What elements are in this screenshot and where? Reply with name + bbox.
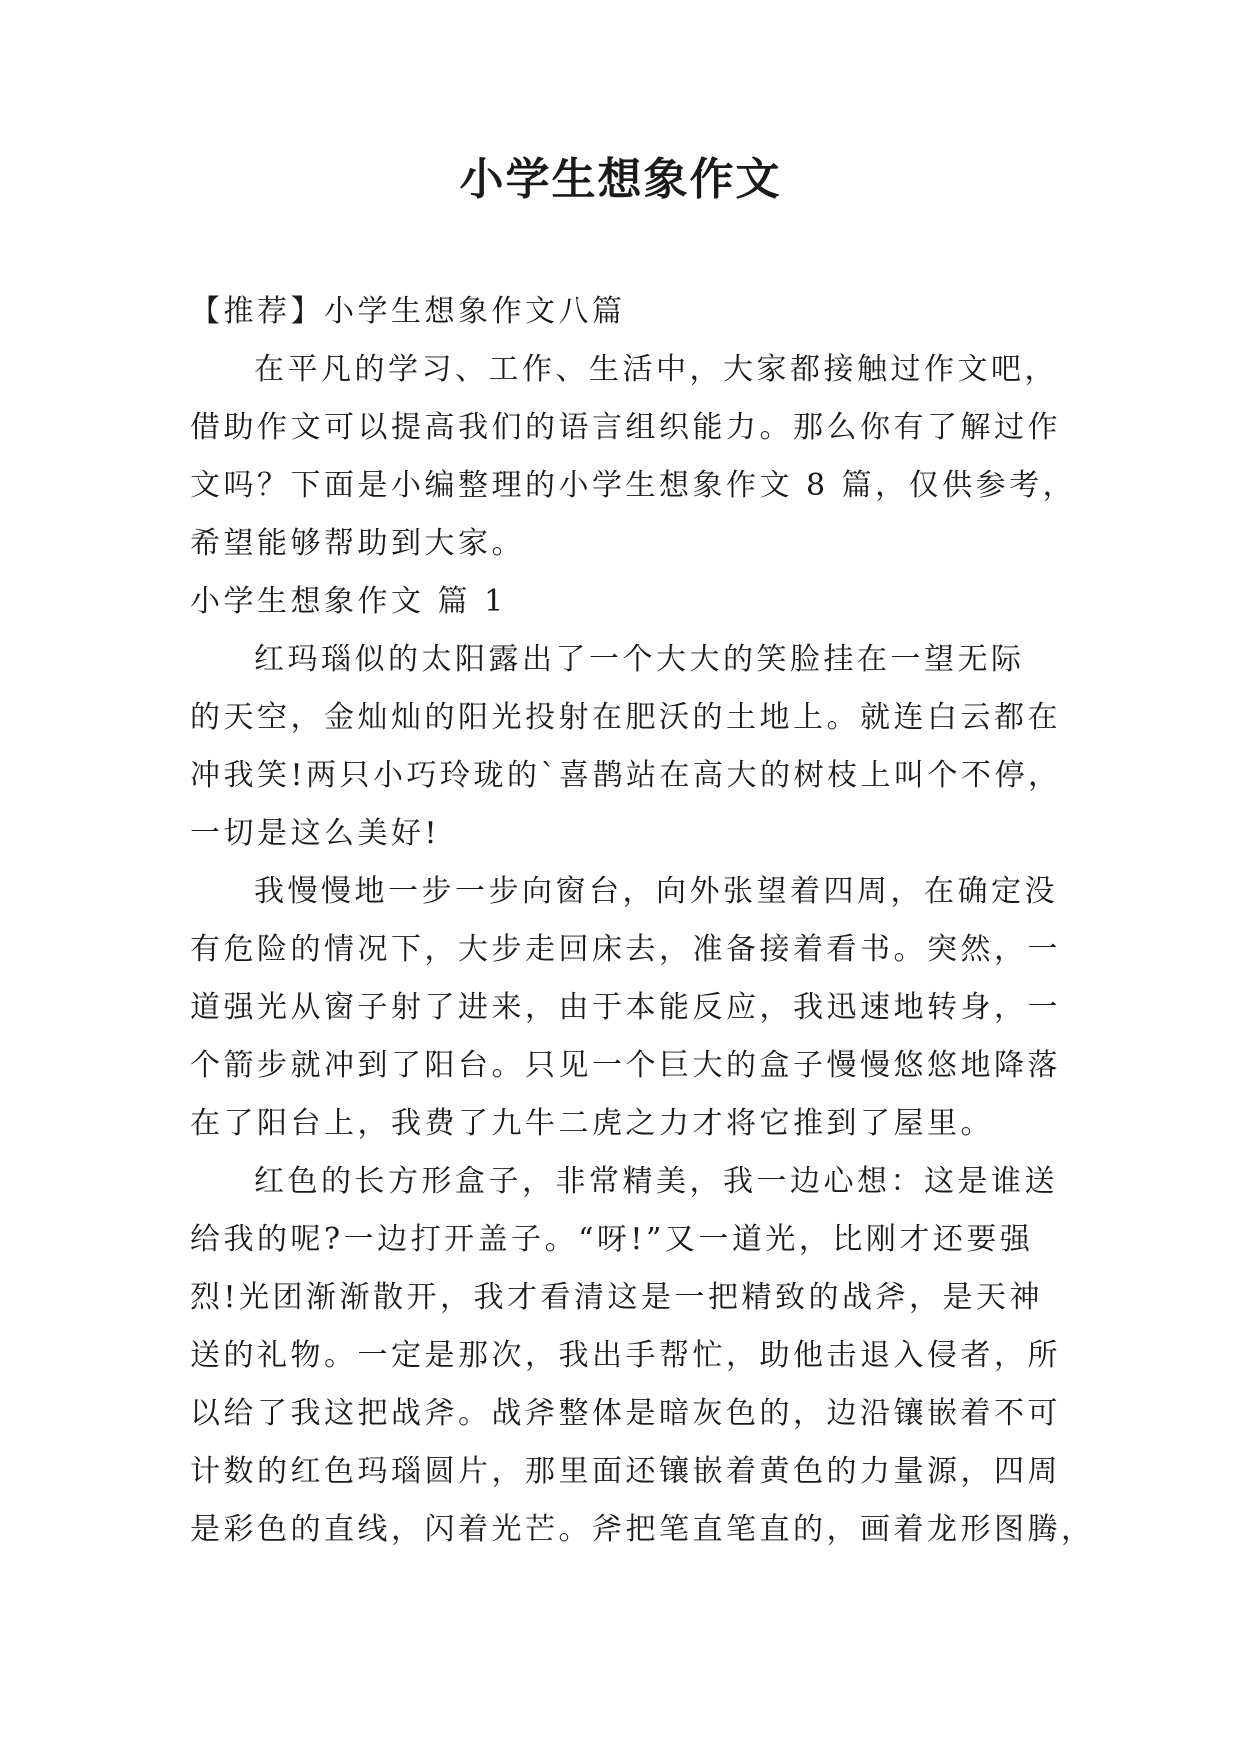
text-line: 道强光从窗子射了进来，由于本能反应，我迅速地转身，一 <box>190 990 1061 1025</box>
text-line: 我慢慢地一步一步向窗台，向外张望着四周，在确定没 <box>254 874 1058 909</box>
text-line: 红色的长方形盒子，非常精美，我一边心想：这是谁送 <box>254 1164 1058 1199</box>
text-line: 个箭步就冲到了阳台。只见一个巨大的盒子慢慢悠悠地降落 <box>190 1048 1061 1083</box>
text-line: 文吗？下面是小编整理的小学生想象作文 8 篇，仅供参考， <box>190 468 1077 503</box>
text-line: 【推荐】小学生想象作文八篇 <box>190 294 626 329</box>
document-body <box>190 283 1095 1559</box>
text-line: 在平凡的学习、工作、生活中，大家都接触过作文吧， <box>254 352 1058 387</box>
text-line: 烈!光团渐渐散开，我才看清这是一把精致的战斧，是天神 <box>190 1280 1044 1315</box>
text-line: 冲我笑!两只小巧玲珑的`喜鹊站在高大的树枝上叫个不停， <box>190 758 1062 793</box>
text-line: 在了阳台上，我费了九牛二虎之力才将它推到了屋里。 <box>190 1106 994 1141</box>
text-line: 希望能够帮助到大家。 <box>190 526 525 561</box>
text-line: 小学生想象作文 篇 1 <box>190 584 507 619</box>
text-line: 送的礼物。一定是那次，我出手帮忙，助他击退入侵者，所 <box>190 1338 1061 1373</box>
text-line: 以给了我这把战斧。战斧整体是暗灰色的，边沿镶嵌着不可 <box>190 1396 1061 1431</box>
text-line: 红玛瑙似的太阳露出了一个大大的笑脸挂在一望无际 <box>254 642 1025 677</box>
text-line: 给我的呢?一边打开盖子。“呀!”又一道光，比刚才还要强 <box>190 1222 1034 1257</box>
text-line: 的天空，金灿灿的阳光投射在肥沃的土地上。就连白云都在 <box>190 700 1061 735</box>
document-title: 小学生想象作文 <box>459 154 782 205</box>
text-line: 有危险的情况下，大步走回床去，准备接着看书。突然，一 <box>190 932 1061 967</box>
text-line: 借助作文可以提高我们的语言组织能力。那么你有了解过作 <box>190 410 1061 445</box>
text-line: 计数的红色玛瑙圆片，那里面还镶嵌着黄色的力量源，四周 <box>190 1454 1061 1489</box>
text-line: 一切是这么美好! <box>190 816 441 851</box>
text-line: 是彩色的直线，闪着光芒。斧把笔直笔直的，画着龙形图腾， <box>190 1512 1095 1547</box>
